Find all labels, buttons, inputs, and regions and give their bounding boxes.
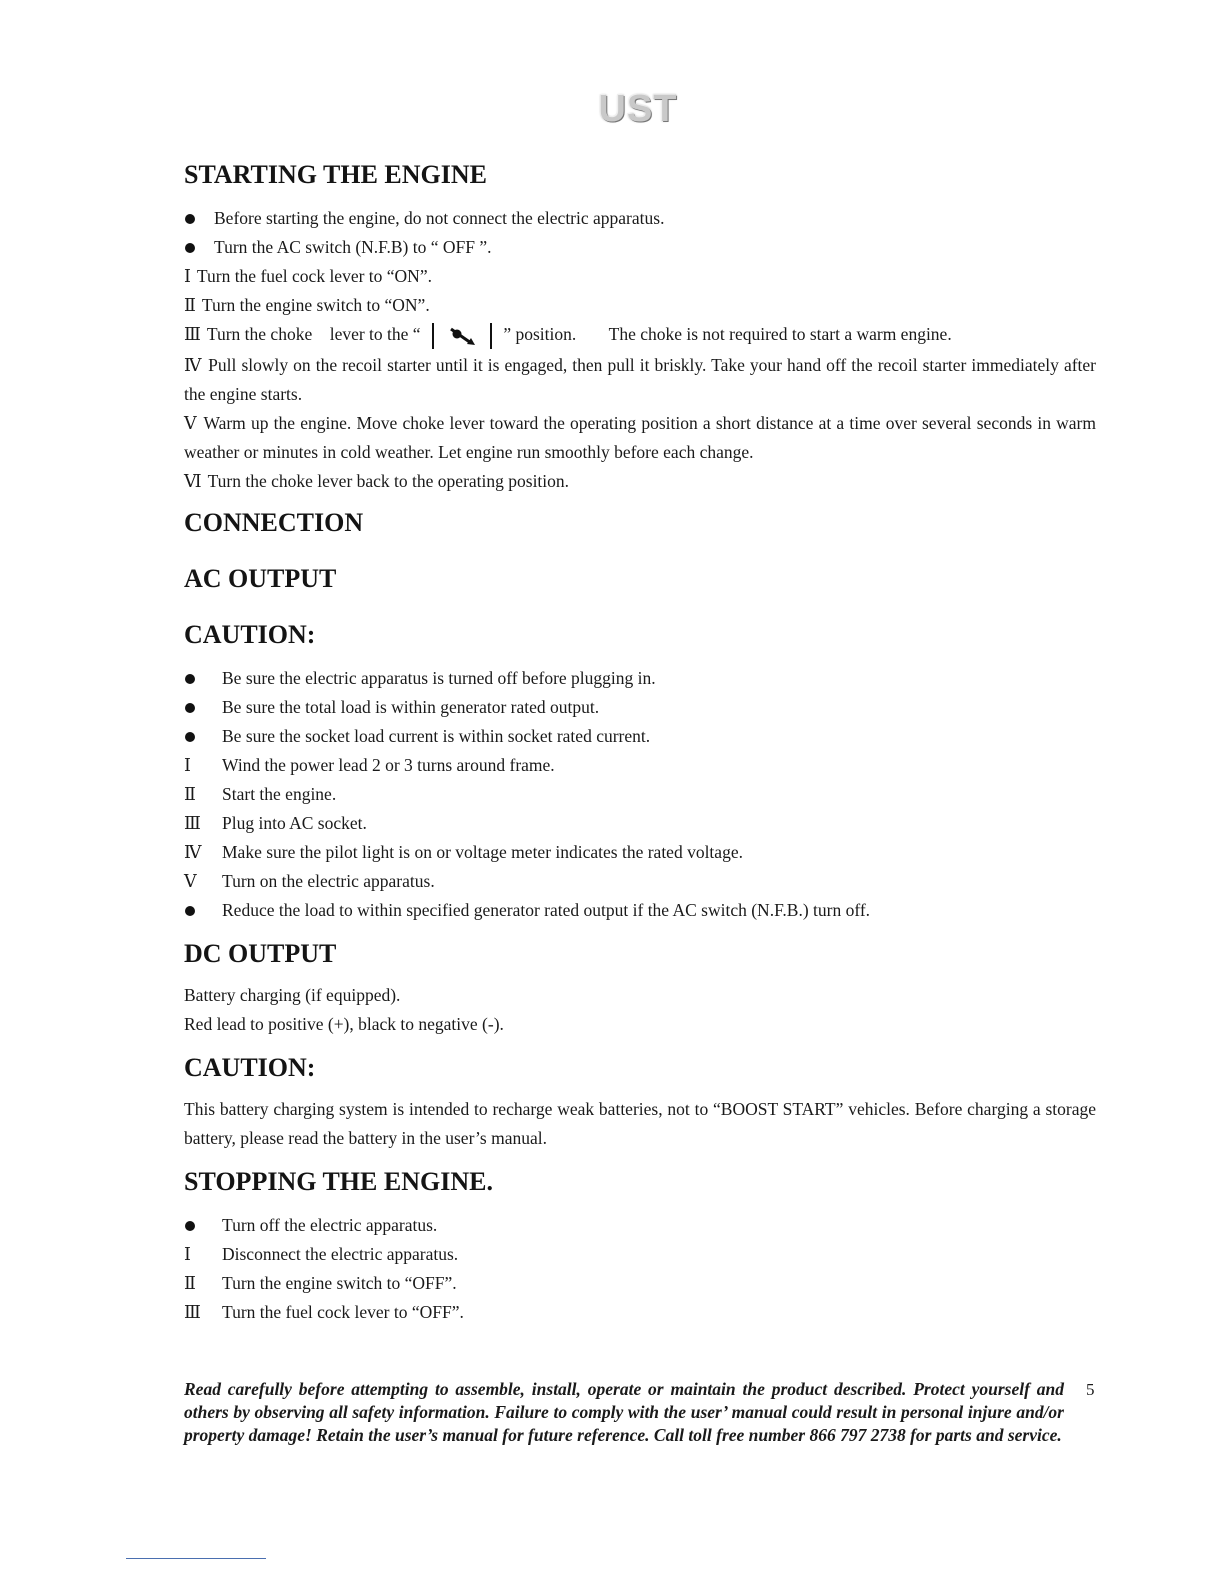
list-item: Turn the AC switch (N.F.B) to “ OFF ”. xyxy=(214,237,492,257)
starting-heading: STARTING THE ENGINE xyxy=(184,160,487,189)
step-6: Ⅵ Turn the choke lever back to the operating position. xyxy=(184,470,570,491)
list-item: Ⅳ Make sure the pilot light is on or voltage meter indicates the rated voltage. xyxy=(184,841,743,862)
dc-line-1: Battery charging (if equipped). xyxy=(184,984,401,1005)
list-item: Ⅱ Turn the engine switch to “OFF”. xyxy=(184,1272,457,1293)
step-3-choke: Ⅲ Turn the choke lever to the “ ” position. The choke is not required to start a warm engine. xyxy=(184,320,1096,351)
dc-caution-text: This battery charging system is intended to recharge weak batteries, not to “BOOST START” vehicles. Before charging a storage battery, please read the battery in the user’s manual. xyxy=(184,1098,1096,1148)
list-item: Be sure the socket load current is within socket rated current. xyxy=(222,725,651,746)
safety-footer: Read carefully before attempting to assemble, install, operate or maintain the product described. Protect yourself and others by observing all safety information. Failure to comply with the user’ manual could result in personal injure and/or property damage! Retain the user’s manual for future reference. Call toll free number 866 797 2738 for parts and service. xyxy=(184,1379,1064,1445)
step-4: Ⅳ Pull slowly on the recoil starter until it is engaged, then pull it briskly. Take your hand off the recoil starter immediately after the engine starts. xyxy=(184,354,1096,404)
list-item: Ⅰ Wind the power lead 2 or 3 turns around frame. xyxy=(184,754,555,775)
list-item: Be sure the total load is within generator rated output. xyxy=(222,696,600,717)
list-item: Ⅲ Plug into AC socket. xyxy=(184,812,367,833)
dc-output-heading: DC OUTPUT xyxy=(184,938,337,968)
dc-caution-heading: CAUTION: xyxy=(184,1052,316,1082)
step-5: Ⅴ Warm up the engine. Move choke lever toward the operating position a short distance at a time over several seconds in warm weather or minutes in cold weather. Let engine run smoothly before each change. xyxy=(184,412,1096,462)
dc-line-2: Red lead to positive (+), black to negative (-). xyxy=(184,1013,504,1034)
list-item: Reduce the load to within specified generator rated output if the AC switch (N.F.B.) turn off. xyxy=(222,899,871,920)
ac-output-heading: AC OUTPUT xyxy=(184,563,337,593)
list-item: Be sure the electric apparatus is turned off before plugging in. xyxy=(222,667,656,688)
logo-text: UST xyxy=(598,87,678,130)
bottom-rule xyxy=(126,1558,266,1559)
connection-heading: CONNECTION xyxy=(184,507,364,537)
list-item: Ⅰ Disconnect the electric apparatus. xyxy=(184,1243,459,1264)
list-item: Before starting the engine, do not connect the electric apparatus. xyxy=(214,208,665,228)
main-content xyxy=(184,160,1096,1327)
list-item: Ⅲ Turn the fuel cock lever to “OFF”. xyxy=(184,1301,464,1322)
step-2: Ⅱ Turn the engine switch to “ON”. xyxy=(184,295,430,315)
page-number: 5 xyxy=(1086,1380,1095,1399)
stopping-heading: STOPPING THE ENGINE. xyxy=(184,1166,493,1196)
list-item: Ⅴ Turn on the electric apparatus. xyxy=(184,870,435,891)
ac-caution-heading: CAUTION: xyxy=(184,619,316,649)
list-item: Turn off the electric apparatus. xyxy=(222,1214,438,1235)
list-item: Ⅱ Start the engine. xyxy=(184,783,337,804)
ust-logo xyxy=(578,74,698,144)
step-1: Ⅰ Turn the fuel cock lever to “ON”. xyxy=(184,266,432,286)
choke-closed-icon xyxy=(427,321,497,351)
